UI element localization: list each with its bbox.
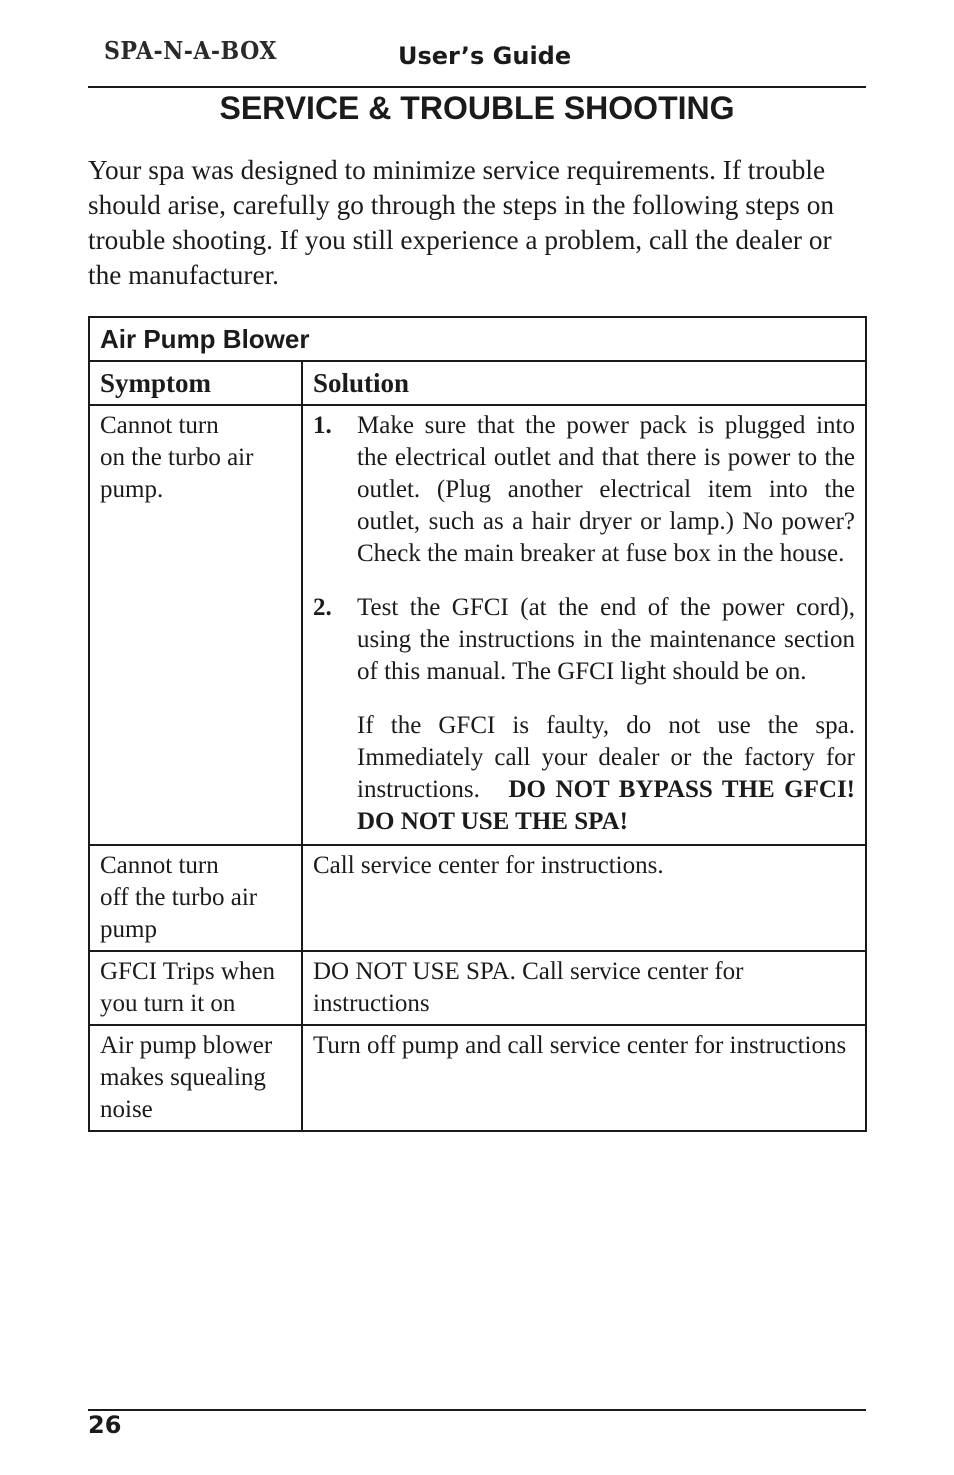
table-row	[89, 845, 866, 951]
gfci-note	[357, 710, 855, 838]
symptom-cell	[89, 845, 302, 951]
page-number: 26	[88, 1411, 122, 1439]
solution-cell: Call service center for instructions.	[302, 845, 866, 951]
table-row	[89, 405, 866, 845]
symptom-cell	[89, 951, 302, 1025]
solution-cell: DO NOT USE SPA. Call service center for instructions	[302, 951, 866, 1025]
step-number: 1.	[313, 412, 332, 439]
symptom-cell	[89, 1025, 302, 1131]
section-title: SERVICE & TROUBLE SHOOTING	[219, 90, 735, 126]
symptom-cell	[89, 405, 302, 845]
symptom-text: Air pump blower makes squealing noise	[100, 1032, 273, 1123]
table-row	[89, 951, 866, 1025]
solution-header: Solution	[302, 361, 866, 405]
gfci-note-text: If the GFCI is faulty, do not use the spa. Immediately call your dealer or the factory for instructions.	[357, 712, 855, 803]
step-text: Make sure that the power pack is plugged into the electrical outlet and that there is power to the outlet. (Plug another electrical item into the outlet, such as a hair dryer or lamp.) No power? Check the main breaker at fuse box in the house.	[357, 412, 855, 567]
table-header-row	[89, 361, 866, 405]
guide-title: User’s Guide	[398, 42, 572, 70]
header-divider	[88, 86, 866, 88]
solution-step	[313, 410, 855, 570]
solution-cell	[302, 405, 866, 845]
solution-step	[313, 592, 855, 688]
step-number: 2.	[313, 594, 332, 621]
symptom-header: Symptom	[89, 361, 302, 405]
intro-paragraph: Your spa was designed to minimize service requirements. If trouble should arise, carefully go through the steps in the following steps on trouble shooting. If you still experience a problem, call the dealer or the manufacturer.	[88, 155, 834, 290]
gfci-warning: DO NOT BYPASS THE GFCI! DO NOT USE THE SPA!	[357, 776, 855, 835]
solution-cell: Turn off pump and call service center for instructions	[302, 1025, 866, 1131]
brand-logo: SPA-N-A-BOX	[104, 36, 277, 65]
symptom-text: Cannot turn off the turbo air pump	[100, 852, 258, 943]
table-row	[89, 1025, 866, 1131]
step-text: Test the GFCI (at the end of the power cord), using the instructions in the maintenance section of this manual. The GFCI light should be on.	[357, 594, 855, 685]
symptom-text: GFCI Trips when you turn it on	[100, 958, 276, 1017]
table-title: Air Pump Blower	[89, 317, 866, 361]
table-title-row	[89, 317, 866, 361]
troubleshooting-table	[88, 316, 867, 1132]
symptom-text: Cannot turn on the turbo air pump.	[100, 412, 254, 503]
footer-divider	[88, 1409, 866, 1411]
